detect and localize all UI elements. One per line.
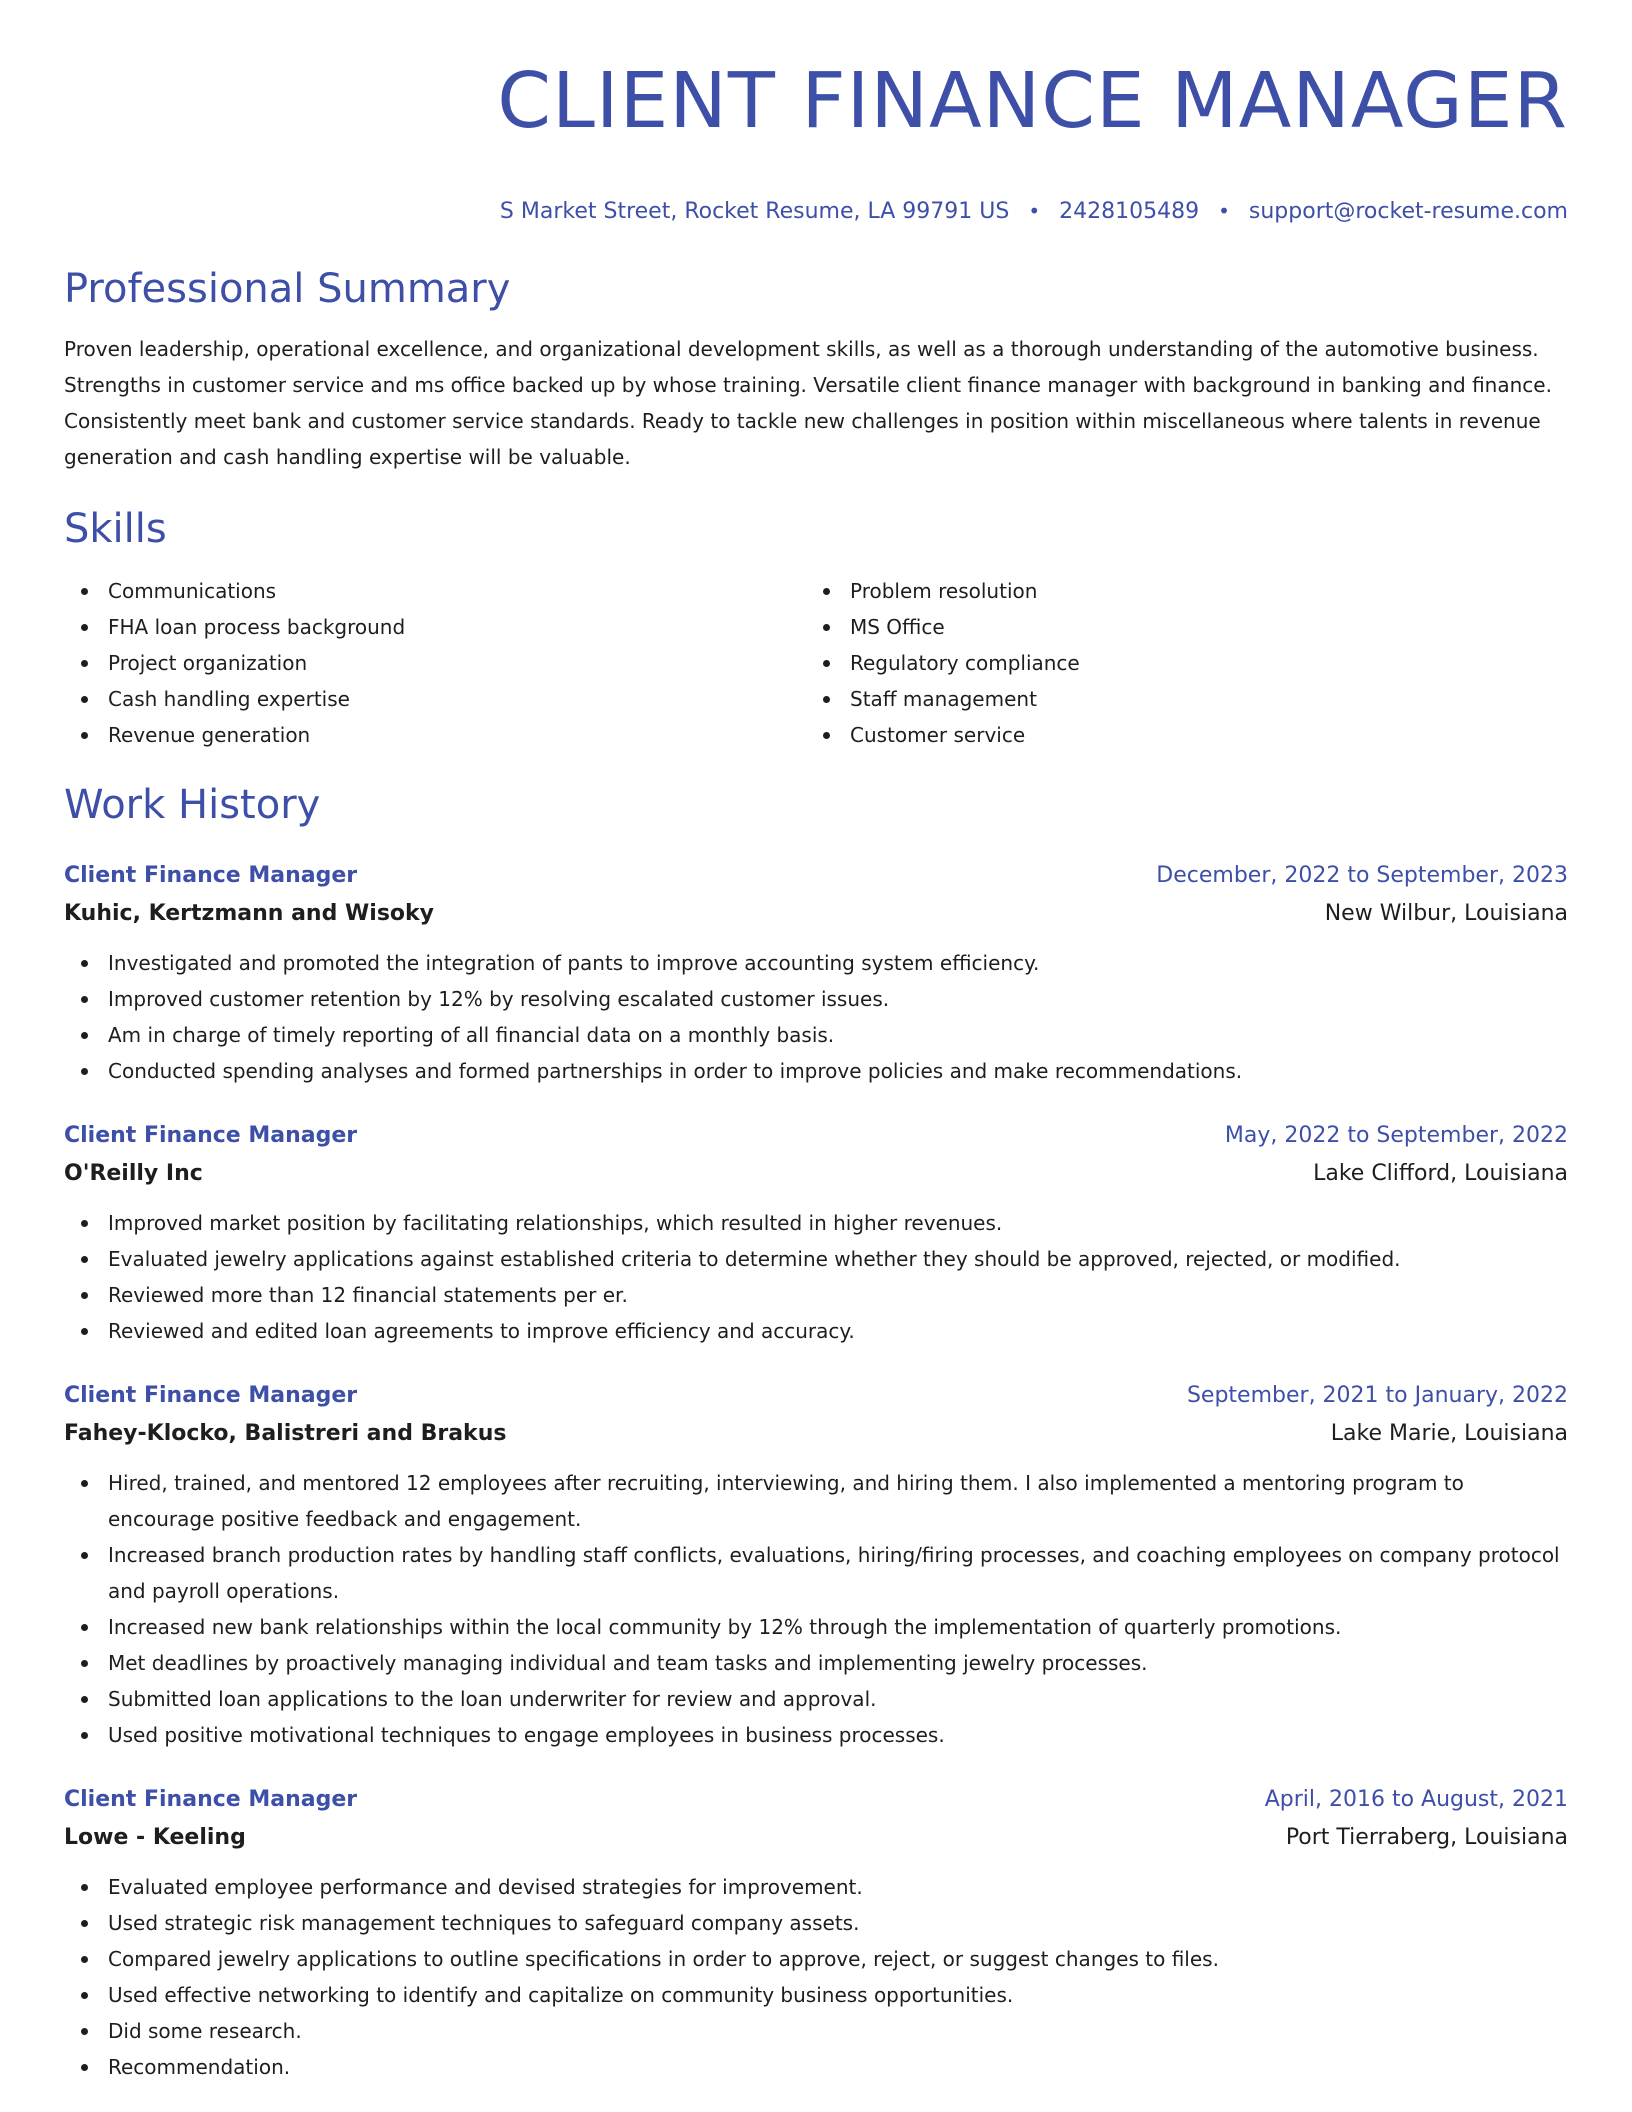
summary-heading: Professional Summary xyxy=(64,266,511,312)
job-bullets xyxy=(64,1205,1568,1349)
job-bullet: Compared jewelry applications to outline specifications in order to approve, reject, or suggest changes to files. xyxy=(64,1941,1568,1977)
job-company-row xyxy=(64,1155,1568,1193)
job-bullet: Conducted spending analyses and formed partnerships in order to improve policies and make recommendations. xyxy=(64,1053,1568,1089)
contact-separator: • xyxy=(1218,199,1230,223)
job-entry xyxy=(64,1117,1568,1349)
job-dates: April, 2016 to August, 2021 xyxy=(1264,1787,1568,1812)
job-bullet: Used strategic risk management techniques to safeguard company assets. xyxy=(64,1905,1568,1941)
job-bullet: Met deadlines by proactively managing individual and team tasks and implementing jewelry processes. xyxy=(64,1645,1568,1681)
job-bullet: Recommendation. xyxy=(64,2049,1568,2085)
job-entry xyxy=(64,1377,1568,1753)
job-title: Client Finance Manager xyxy=(64,1123,358,1148)
skill-item: Communications xyxy=(64,573,806,609)
job-dates: December, 2022 to September, 2023 xyxy=(1156,863,1568,888)
contact-address: S Market Street, Rocket Resume, LA 99791 US xyxy=(499,199,1010,224)
skills-columns xyxy=(64,573,1568,753)
skill-item: Project organization xyxy=(64,645,806,681)
skills-list-right xyxy=(806,573,1548,753)
job-bullet: Evaluated employee performance and devised strategies for improvement. xyxy=(64,1869,1568,1905)
skill-item: MS Office xyxy=(806,609,1548,645)
skills-heading: Skills xyxy=(64,506,167,552)
job-title: Client Finance Manager xyxy=(64,863,358,888)
job-company-row xyxy=(64,1819,1568,1857)
job-dates: September, 2021 to January, 2022 xyxy=(1186,1383,1568,1408)
job-bullet: Am in charge of timely reporting of all financial data on a monthly basis. xyxy=(64,1017,1568,1053)
job-company: Kuhic, Kertzmann and Wisoky xyxy=(64,901,434,926)
skill-item: Customer service xyxy=(806,717,1548,753)
job-title: Client Finance Manager xyxy=(64,1787,358,1812)
candidate-name: CLIENT FINANCE MANAGER xyxy=(497,57,1568,146)
job-bullet: Increased new bank relationships within the local community by 12% through the implementation of quarterly promotions. xyxy=(64,1609,1568,1645)
contact-phone: 2428105489 xyxy=(1059,199,1200,224)
job-location: Port Tierraberg, Louisiana xyxy=(1285,1825,1568,1850)
job-company: Lowe - Keeling xyxy=(64,1825,246,1850)
job-bullet: Used effective networking to identify and capitalize on community business opportunities. xyxy=(64,1977,1568,2013)
job-bullet: Reviewed and edited loan agreements to improve efficiency and accuracy. xyxy=(64,1313,1568,1349)
summary-text: Proven leadership, operational excellence, and organizational development skills, as well as a thorough understanding of the automotive business. Strengths in customer service and ms office backed up by whose training. Versatile client finance manager with background in banking and finance. Consistently meet bank and customer service standards. Ready to tackle new challenges in position within miscellaneous where talents in revenue generation and cash handling expertise will be valuable. xyxy=(64,337,1552,469)
job-title-row xyxy=(64,857,1568,895)
skill-item: Regulatory compliance xyxy=(806,645,1548,681)
job-bullet: Improved market position by facilitating relationships, which resulted in higher revenues. xyxy=(64,1205,1568,1241)
job-dates: May, 2022 to September, 2022 xyxy=(1224,1123,1568,1148)
job-bullet: Used positive motivational techniques to engage employees in business processes. xyxy=(64,1717,1568,1753)
job-title-row xyxy=(64,1117,1568,1155)
job-bullets xyxy=(64,945,1568,1089)
work-history-heading: Work History xyxy=(64,782,321,828)
job-bullet: Investigated and promoted the integration of pants to improve accounting system efficiency. xyxy=(64,945,1568,981)
contact-line xyxy=(64,196,1568,227)
skills-list-left xyxy=(64,573,806,753)
resume-header xyxy=(64,0,1568,227)
job-bullet: Evaluated jewelry applications against established criteria to determine whether they should be approved, rejected, or modified. xyxy=(64,1241,1568,1277)
job-bullet: Did some research. xyxy=(64,2013,1568,2049)
job-company: Fahey-Klocko, Balistreri and Brakus xyxy=(64,1421,507,1446)
job-bullet: Improved customer retention by 12% by resolving escalated customer issues. xyxy=(64,981,1568,1017)
job-title: Client Finance Manager xyxy=(64,1383,358,1408)
job-entry xyxy=(64,857,1568,1089)
job-location: New Wilbur, Louisiana xyxy=(1324,901,1568,926)
contact-email: support@rocket-resume.com xyxy=(1248,199,1568,224)
job-location: Lake Clifford, Louisiana xyxy=(1313,1161,1568,1186)
skill-item: Cash handling expertise xyxy=(64,681,806,717)
job-bullet: Reviewed more than 12 financial statements per er. xyxy=(64,1277,1568,1313)
job-title-row xyxy=(64,1377,1568,1415)
skill-item: FHA loan process background xyxy=(64,609,806,645)
job-bullet: Increased branch production rates by handling staff conflicts, evaluations, hiring/firing processes, and coaching employees on company protocol and payroll operations. xyxy=(64,1537,1568,1609)
skill-item: Revenue generation xyxy=(64,717,806,753)
job-location: Lake Marie, Louisiana xyxy=(1330,1421,1568,1446)
job-bullet: Submitted loan applications to the loan underwriter for review and approval. xyxy=(64,1681,1568,1717)
job-bullets xyxy=(64,1465,1568,1753)
job-bullets xyxy=(64,1869,1568,2085)
skill-item: Problem resolution xyxy=(806,573,1548,609)
job-company-row xyxy=(64,1415,1568,1453)
job-company: O'Reilly Inc xyxy=(64,1161,203,1186)
job-entry xyxy=(64,1781,1568,2085)
job-bullet: Hired, trained, and mentored 12 employees after recruiting, interviewing, and hiring them. I also implemented a mentoring program to encourage positive feedback and engagement. xyxy=(64,1465,1568,1537)
job-company-row xyxy=(64,895,1568,933)
skill-item: Staff management xyxy=(806,681,1548,717)
job-title-row xyxy=(64,1781,1568,1819)
contact-separator: • xyxy=(1028,199,1041,223)
